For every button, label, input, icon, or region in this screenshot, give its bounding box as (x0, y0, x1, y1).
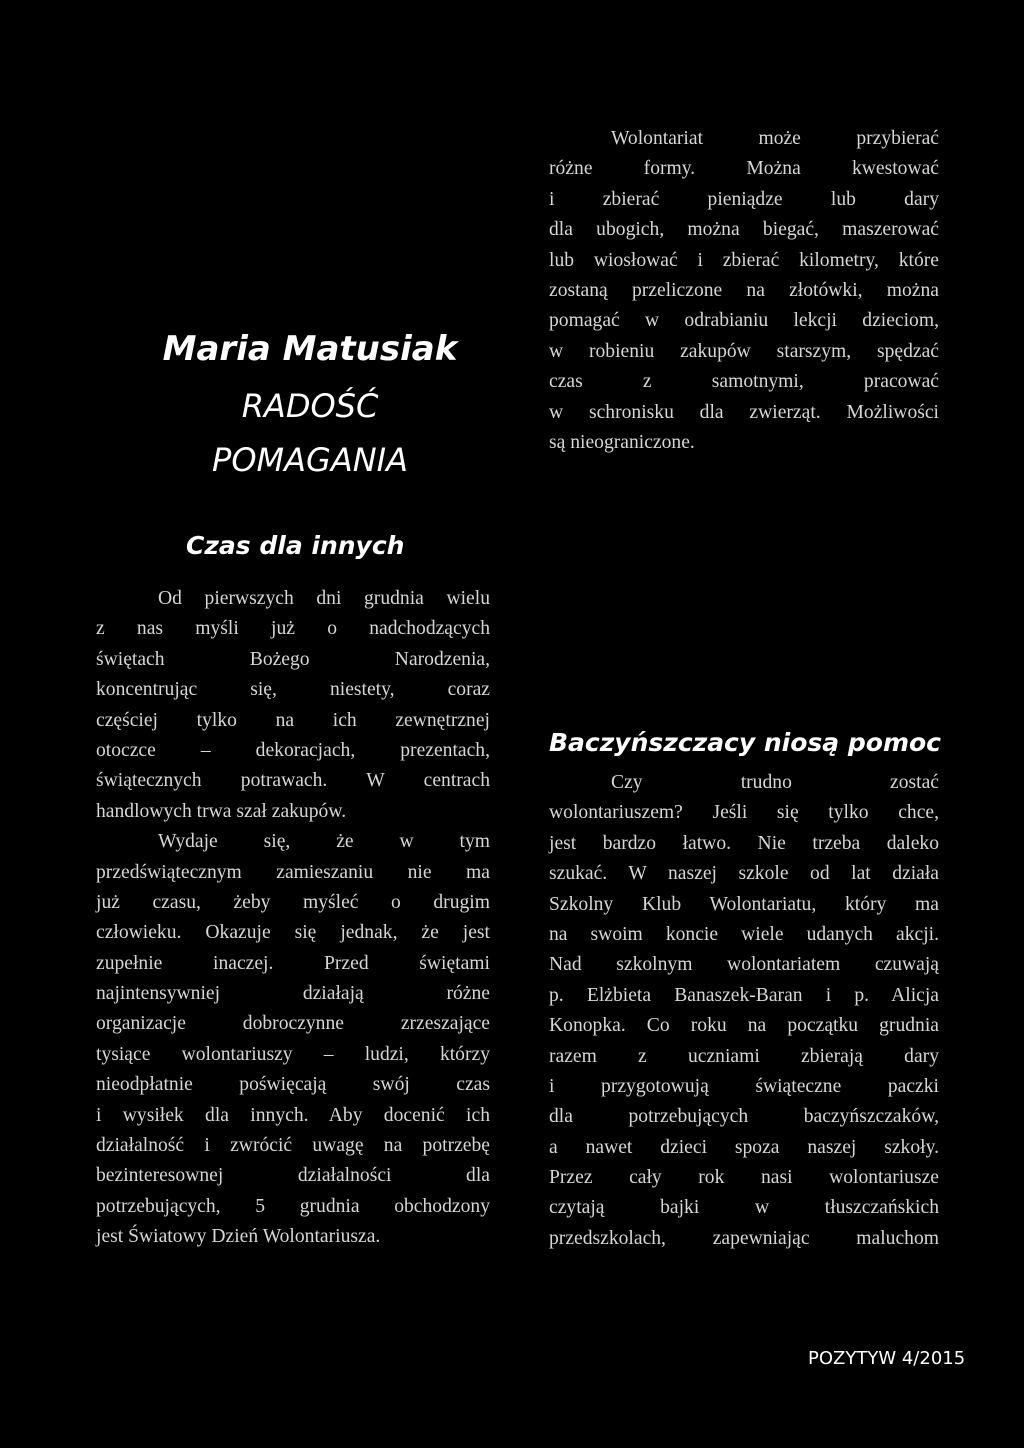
article-title-block (100, 322, 520, 484)
body-line: otoczce – dekoracjach, prezentach, (96, 739, 490, 761)
body-line: dla potrzebujących baczyńszczaków, (549, 1106, 939, 1128)
body-line: świętach Bożego Narodzenia, (96, 648, 490, 670)
body-line: koncentrując się, niestety, coraz (96, 679, 490, 701)
body-line: handlowych trwa szał zakupów. (96, 800, 347, 822)
body-line: razem z uczniami zbierają dary (549, 1045, 939, 1067)
body-line: działalność i zwrócić uwagę na potrzebę (96, 1135, 490, 1157)
body-line: organizacje dobroczynne zrzeszające (96, 1013, 490, 1035)
intro-line: Wolontariat może przybierać (611, 128, 939, 149)
article-title-line-1: RADOŚĆ (241, 387, 379, 425)
body-line: Szkolny Klub Wolontariatu, który ma (549, 893, 939, 915)
section-right-body (549, 768, 939, 1254)
body-line: zupełnie inaczej. Przed świętami (96, 952, 490, 974)
body-line: jest bardzo łatwo. Nie trzeba daleko (549, 832, 939, 854)
body-line: szukać. W naszej szkole od lat działa (549, 863, 939, 885)
body-line: świątecznych potrawach. W centrach (96, 770, 490, 792)
body-line: Czy trudno zostać (611, 772, 939, 793)
body-line: i przygotowują świąteczne paczki (549, 1075, 939, 1097)
intro-paragraph (549, 124, 939, 458)
intro-line: lub wiosłować i zbierać kilometry, które (549, 249, 939, 271)
body-line: z nas myśli już o nadchodzących (96, 618, 490, 640)
body-line: przedszkolach, zapewniając maluchom (549, 1227, 939, 1249)
body-line: człowieku. Okazuje się jednak, że jest (96, 922, 490, 944)
intro-line: pomagać w odrabianiu lekcji dzieciom, (549, 310, 939, 332)
body-line: tysiące wolontariuszy – ludzi, którzy (96, 1043, 490, 1065)
section-heading-czas-dla-innych: Czas dla innych (186, 531, 405, 560)
body-line: Konopka. Co roku na początku grudnia (549, 1015, 939, 1037)
body-line: bezinteresownej działalności dla (96, 1165, 490, 1187)
author-name: Maria Matusiak (162, 329, 458, 369)
body-line: Nad szkolnym wolontariatem czuwają (549, 954, 939, 976)
body-line: potrzebujących, 5 grudnia obchodzony (96, 1195, 490, 1217)
intro-line: są nieograniczone. (549, 431, 695, 453)
body-line: Od pierwszych dni grudnia wielu (158, 588, 490, 609)
body-line: nieodpłatnie poświęcają swój czas (96, 1074, 490, 1096)
intro-line: różne formy. Można kwestować (549, 158, 939, 180)
body-line: i wysiłek dla innych. Aby docenić ich (96, 1104, 490, 1126)
body-line: p. Elżbieta Banaszek-Baran i p. Alicja (549, 984, 939, 1006)
section-left-body (96, 584, 490, 1253)
intro-line: w robieniu zakupów starszym, spędzać (549, 340, 939, 362)
body-line: wolontariuszem? Jeśli się tylko chce, (549, 802, 939, 824)
intro-line: dla ubogich, można biegać, maszerować (549, 219, 939, 241)
article-title-line-2: POMAGANIA (212, 441, 408, 479)
body-line: czytają bajki w tłuszczańskich (549, 1197, 939, 1219)
body-line: Wydaje się, że w tym (158, 831, 490, 853)
body-line: na swoim koncie wiele udanych akcji. (549, 923, 939, 945)
body-line: a nawet dzieci spoza naszej szkoły. (549, 1136, 939, 1158)
body-line: najintensywniej działają różne (96, 983, 490, 1005)
body-line: Przez cały rok nasi wolontariusze (549, 1167, 939, 1189)
body-line: już czasu, żeby myśleć o drugim (96, 891, 490, 913)
intro-line: w schronisku dla zwierząt. Możliwości (549, 401, 939, 423)
body-line: częściej tylko na ich zewnętrznej (96, 709, 490, 731)
issue-footer: POZYTYW 4/2015 (808, 1348, 966, 1369)
section-heading-baczynszczacy: Baczyńszczacy niosą pomoc (549, 728, 941, 757)
intro-line: zostaną przeliczone na złotówki, można (549, 279, 939, 301)
intro-line: czas z samotnymi, pracować (549, 371, 939, 393)
body-line: jest Światowy Dzień Wolontariusza. (96, 1226, 381, 1248)
intro-line: i zbierać pieniądze lub dary (549, 188, 939, 210)
body-line: przedświątecznym zamieszaniu nie ma (96, 861, 490, 883)
